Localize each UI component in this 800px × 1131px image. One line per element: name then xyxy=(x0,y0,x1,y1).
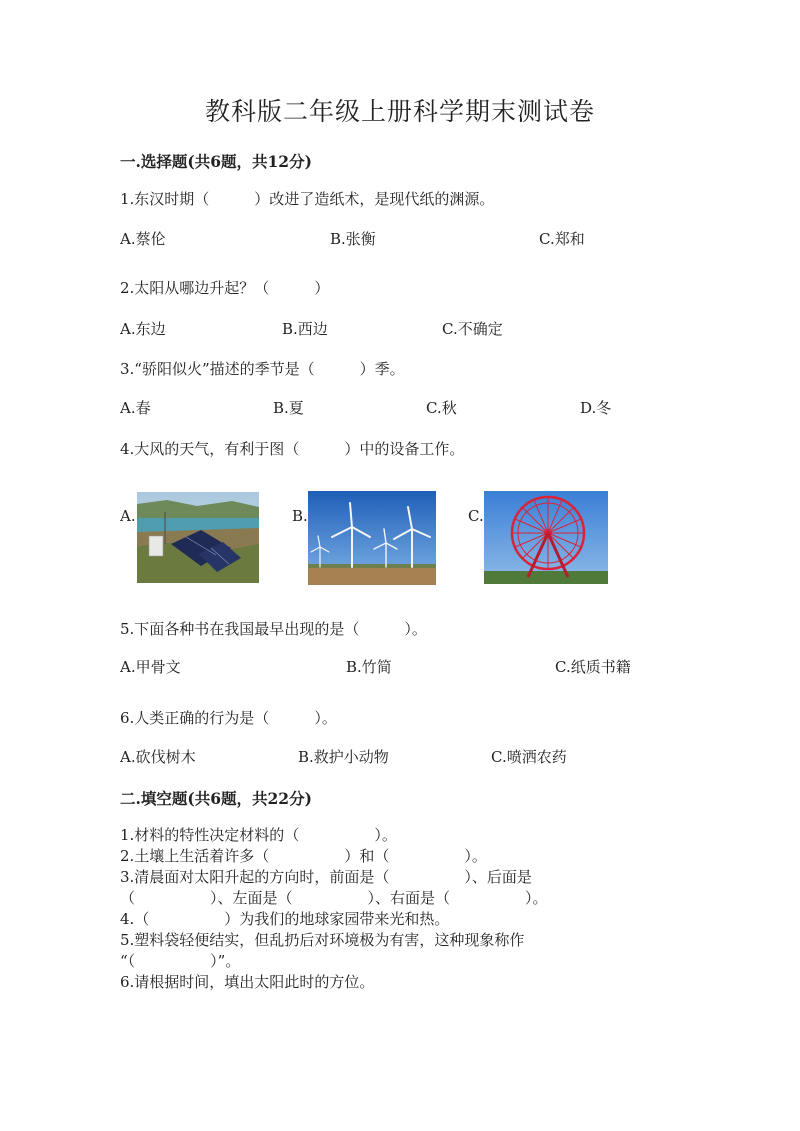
fill-line-5-cont: “（ ）”。 xyxy=(120,952,241,970)
fill-line-3: 3.清晨面对太阳升起的方向时，前面是（ ）、后面是 xyxy=(120,868,532,886)
question-3-option-a[interactable]: A.春 xyxy=(120,399,151,417)
fill-line-1: 1.材料的特性决定材料的（ ）。 xyxy=(120,826,397,844)
question-4-stem: 4.大风的天气，有利于图（ ）中的设备工作。 xyxy=(120,440,465,458)
question-2-option-b[interactable]: B.西边 xyxy=(282,320,328,338)
question-3-option-c[interactable]: C.秋 xyxy=(426,399,457,417)
wind-turbine-image xyxy=(308,491,436,585)
question-1-option-c[interactable]: C.郑和 xyxy=(539,230,585,248)
question-4-option-a[interactable]: A. xyxy=(120,507,136,525)
page-title: 教科版二年级上册科学期末测试卷 xyxy=(204,97,595,126)
question-5-stem: 5.下面各种书在我国最早出现的是（ ）。 xyxy=(120,620,427,638)
question-6-option-b[interactable]: B.救护小动物 xyxy=(298,748,389,766)
question-2-option-a[interactable]: A.东边 xyxy=(120,320,166,338)
question-6-option-c[interactable]: C.喷洒农药 xyxy=(491,748,567,766)
fill-line-2: 2.土壤上生活着许多（ ）和（ ）。 xyxy=(120,847,487,865)
question-3-option-b[interactable]: B.夏 xyxy=(273,399,304,417)
question-5-option-a[interactable]: A.甲骨文 xyxy=(120,658,181,676)
question-1-stem: 1.东汉时期（ ）改进了造纸术，是现代纸的渊源。 xyxy=(120,190,495,208)
question-6-option-a[interactable]: A.砍伐树木 xyxy=(120,748,196,766)
section-header-fill-blank: 二.填空题(共6题，共22分) xyxy=(120,789,312,808)
fill-line-6: 6.请根据时间，填出太阳此时的方位。 xyxy=(120,973,375,991)
question-5-option-c[interactable]: C.纸质书籍 xyxy=(555,658,631,676)
question-1-option-a[interactable]: A.蔡伦 xyxy=(120,230,166,248)
section-header-choice: 一.选择题(共6题，共12分) xyxy=(120,152,312,171)
fill-line-5: 5.塑料袋轻便结实，但乱扔后对环境极为有害，这种现象称作 xyxy=(120,931,525,949)
question-3-option-d[interactable]: D.冬 xyxy=(580,399,612,417)
question-4-option-c[interactable]: C. xyxy=(468,507,484,525)
ferris-wheel-image xyxy=(484,491,608,584)
question-4-option-b[interactable]: B. xyxy=(292,507,308,525)
question-2-stem: 2.太阳从哪边升起？（ ） xyxy=(120,279,330,297)
fill-line-3-cont: （ ）、左面是（ ）、右面是（ ）。 xyxy=(120,889,548,907)
solar-panel-image xyxy=(137,492,259,583)
fill-line-4: 4.（ ）为我们的地球家园带来光和热。 xyxy=(120,910,450,928)
question-3-stem: 3.“骄阳似火”描述的季节是（ ）季。 xyxy=(120,360,405,378)
question-1-option-b[interactable]: B.张衡 xyxy=(330,230,376,248)
question-6-stem: 6.人类正确的行为是（ ）。 xyxy=(120,709,337,727)
question-5-option-b[interactable]: B.竹简 xyxy=(346,658,392,676)
question-2-option-c[interactable]: C.不确定 xyxy=(442,320,503,338)
